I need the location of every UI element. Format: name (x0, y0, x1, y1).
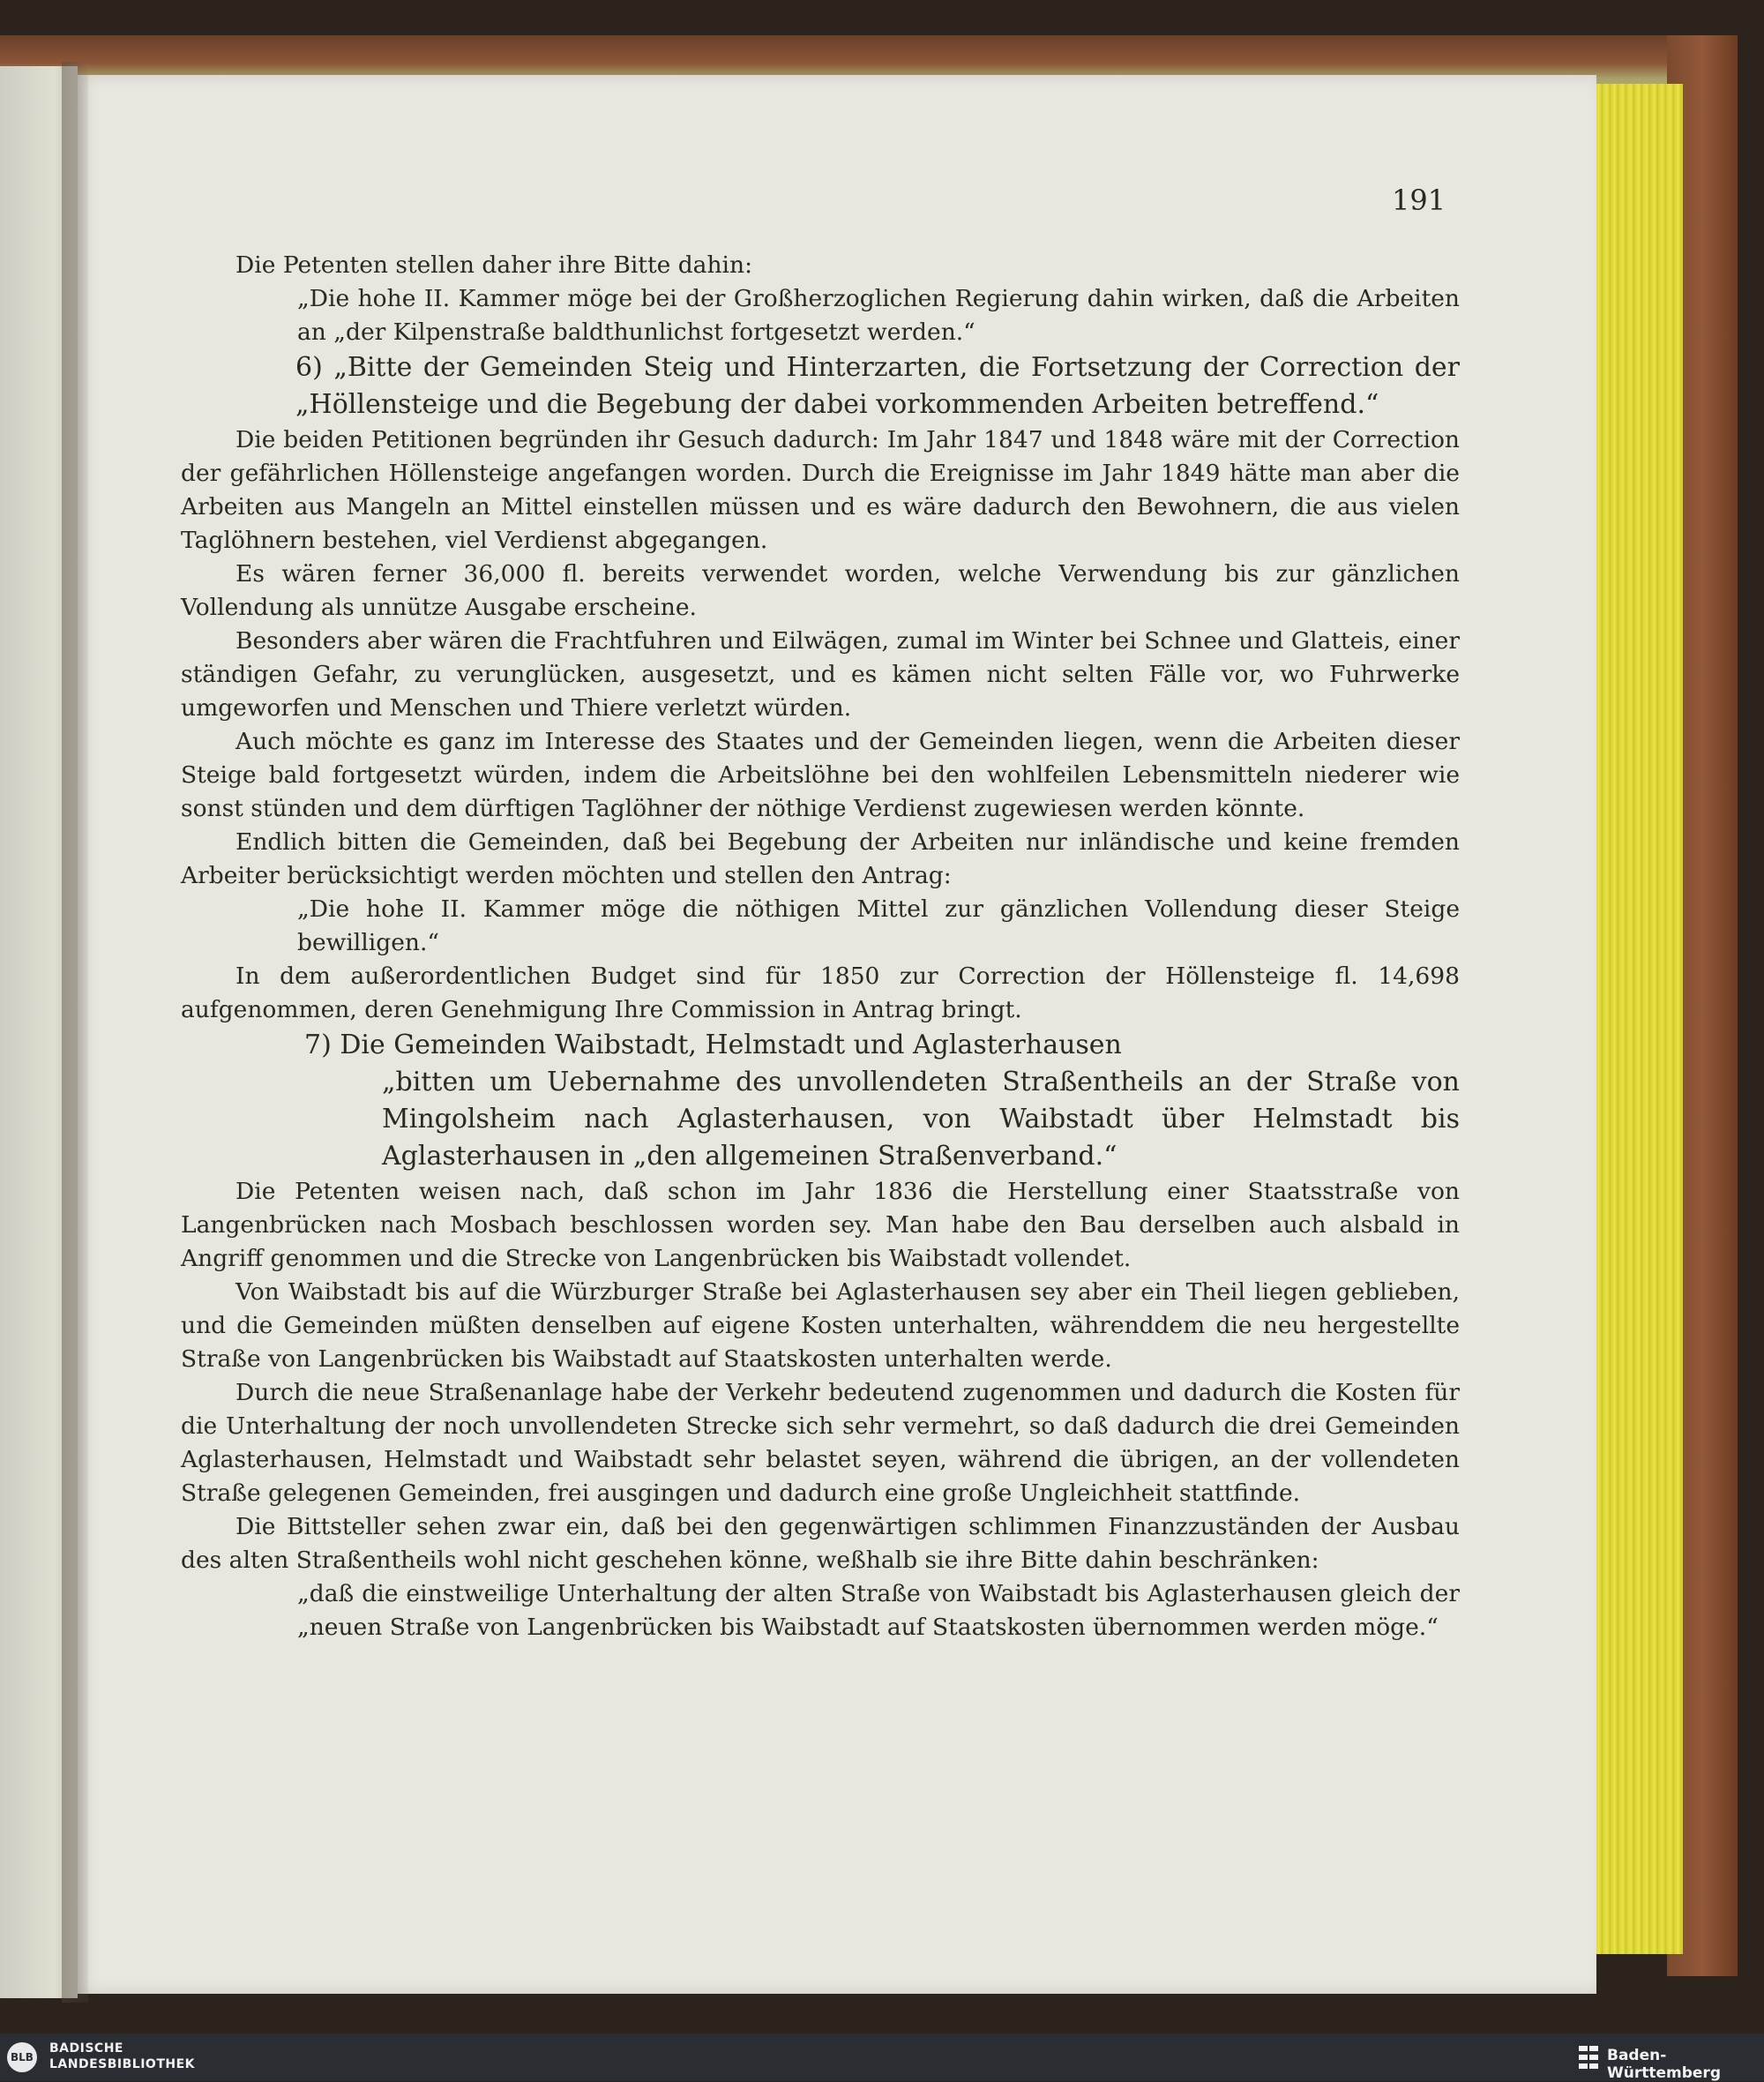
library-name-line2: LANDESBIBLIOTHEK (49, 2057, 196, 2071)
paragraph: Besonders aber wären die Frachtfuhren und Eilwägen, zumal im Winter bei Schnee und Glatteis, einer ständigen Gefahr, zu verunglücken, ausgesetzt, und es kämen nicht selten Fälle vor, wo Fuhrwerke umgeworfen und Menschen und Thiere verletzt würden. (181, 627, 1460, 722)
page-edge-gilded (1595, 84, 1683, 1954)
footer-bar (0, 2033, 1764, 2081)
page-text (181, 249, 1460, 1644)
quoted-request: „daß die einstweilige Unterhaltung der alten Straße von Waibstadt bis Aglasterhausen gleich der „neuen Straße von Langenbrücken bis Waibstadt auf Staatskosten übernommen werden möge.“ (297, 1580, 1460, 1641)
page-number: 191 (1392, 183, 1446, 217)
section-heading-7: 7) Die Gemeinden Waibstadt, Helmstadt und Aglasterhausen (304, 1030, 1122, 1060)
blb-logo-icon[interactable]: BLB (7, 2042, 37, 2072)
paragraph: Die Petenten weisen nach, daß schon im Jahr 1836 die Herstellung einer Staatsstraße von Langenbrücken nach Mosbach beschlossen worden sey. Man habe den Bau derselben auch alsbald in Angriff genommen und die Strecke von Langenbrücken bis Waibstadt vollendet. (181, 1178, 1460, 1272)
lion-crest-icon[interactable] (1577, 2044, 1600, 2071)
paragraph: In dem außerordentlichen Budget sind für 1850 zur Correction der Höllensteige fl. 14,698 aufgenommen, deren Genehmigung Ihre Commission in Antrag bringt. (181, 962, 1460, 1023)
paragraph: Endlich bitten die Gemeinden, daß bei Begebung der Arbeiten nur inländische und keine fremden Arbeiter berücksichtigt werden möchten und stellen den Antrag: (181, 828, 1460, 889)
paragraph: Durch die neue Straßenanlage habe der Verkehr bedeutend zugenommen und dadurch die Kosten für die Unterhaltung der noch unvollendeten Strecke sich sehr vermehrt, so daß dadurch die drei Gemeinden Aglasterhausen, Helmstadt und Waibstadt sehr belastet seyen, während die übrigen, an der vollendeten Straße gelegenen Gemeinden, frei ausgingen und dadurch eine große Ungleichheit stattfinde. (181, 1379, 1460, 1507)
quoted-request: „Die hohe II. Kammer möge bei der Großherzoglichen Regierung dahin wirken, daß die Arbeiten an „der Kilpenstraße baldthunlichst fortgesetzt werden.“ (297, 285, 1460, 346)
quoted-request: „Die hohe II. Kammer möge die nöthigen Mittel zur gänzlichen Vollendung dieser Steige bewilligen.“ (297, 895, 1460, 956)
section-heading-6: 6) „Bitte der Gemeinden Steig und Hinterzarten, die Fortsetzung der Correction der „Höllensteige und die Begebung der dabei vorkommenden Arbeiten betreffend.“ (295, 352, 1460, 420)
library-name[interactable] (49, 2041, 195, 2072)
paragraph: Es wären ferner 36,000 fl. bereits verwendet worden, welche Verwendung bis zur gänzlichen Vollendung als unnütze Ausgabe erscheine. (181, 560, 1460, 621)
book-gutter-shadow (62, 62, 88, 2003)
paragraph: Die beiden Petitionen begründen ihr Gesuch dadurch: Im Jahr 1847 und 1848 wäre mit der Correction der gefährlichen Höllensteige angefangen worden. Durch die Ereignisse im Jahr 1849 hätte man aber die Arbeiten aus Mangeln an Mittel einstellen müssen und es wäre dadurch den Bewohnern, die aus vielen Taglöhnern bestehen, viel Verdienst abgegangen. (181, 426, 1460, 554)
paragraph: Auch möchte es ganz im Interesse des Staates und der Gemeinden liegen, wenn die Arbeiten dieser Steige bald fortgesetzt würden, indem die Arbeitslöhne bei den wohlfeilen Lebensmitteln niederer wie sonst stünden und dem dürftigen Taglöhner der nöthige Verdienst zugewiesen werden könnte. (181, 728, 1460, 822)
state-name[interactable]: Baden-Württemberg (1607, 2047, 1721, 2082)
paragraph: Die Bittsteller sehen zwar ein, daß bei den gegenwärtigen schlimmen Finanzzuständen der Ausbau des alten Straßentheils wohl nicht geschehen könne, weßhalb sie ihre Bitte dahin beschränken: (181, 1513, 1460, 1574)
paragraph: Von Waibstadt bis auf die Würzburger Straße bei Aglasterhausen sey aber ein Theil liegen geblieben, und die Gemeinden müßten denselben auf eigene Kosten unterhalten, währenddem die neu hergestellte Straße von Langenbrücken bis Waibstadt auf Staatskosten unterhalten werde. (181, 1278, 1460, 1373)
paragraph: Die Petenten stellen daher ihre Bitte dahin: (235, 251, 753, 279)
quoted-request: „bitten um Uebernahme des unvollendeten Straßentheils an der Straße von Mingolsheim nach Aglasterhausen, von Waibstadt über Helmstadt bis Aglasterhausen in „den allgemeinen Straßenverband.“ (382, 1067, 1460, 1172)
library-name-line1: BADISCHE (49, 2041, 123, 2056)
